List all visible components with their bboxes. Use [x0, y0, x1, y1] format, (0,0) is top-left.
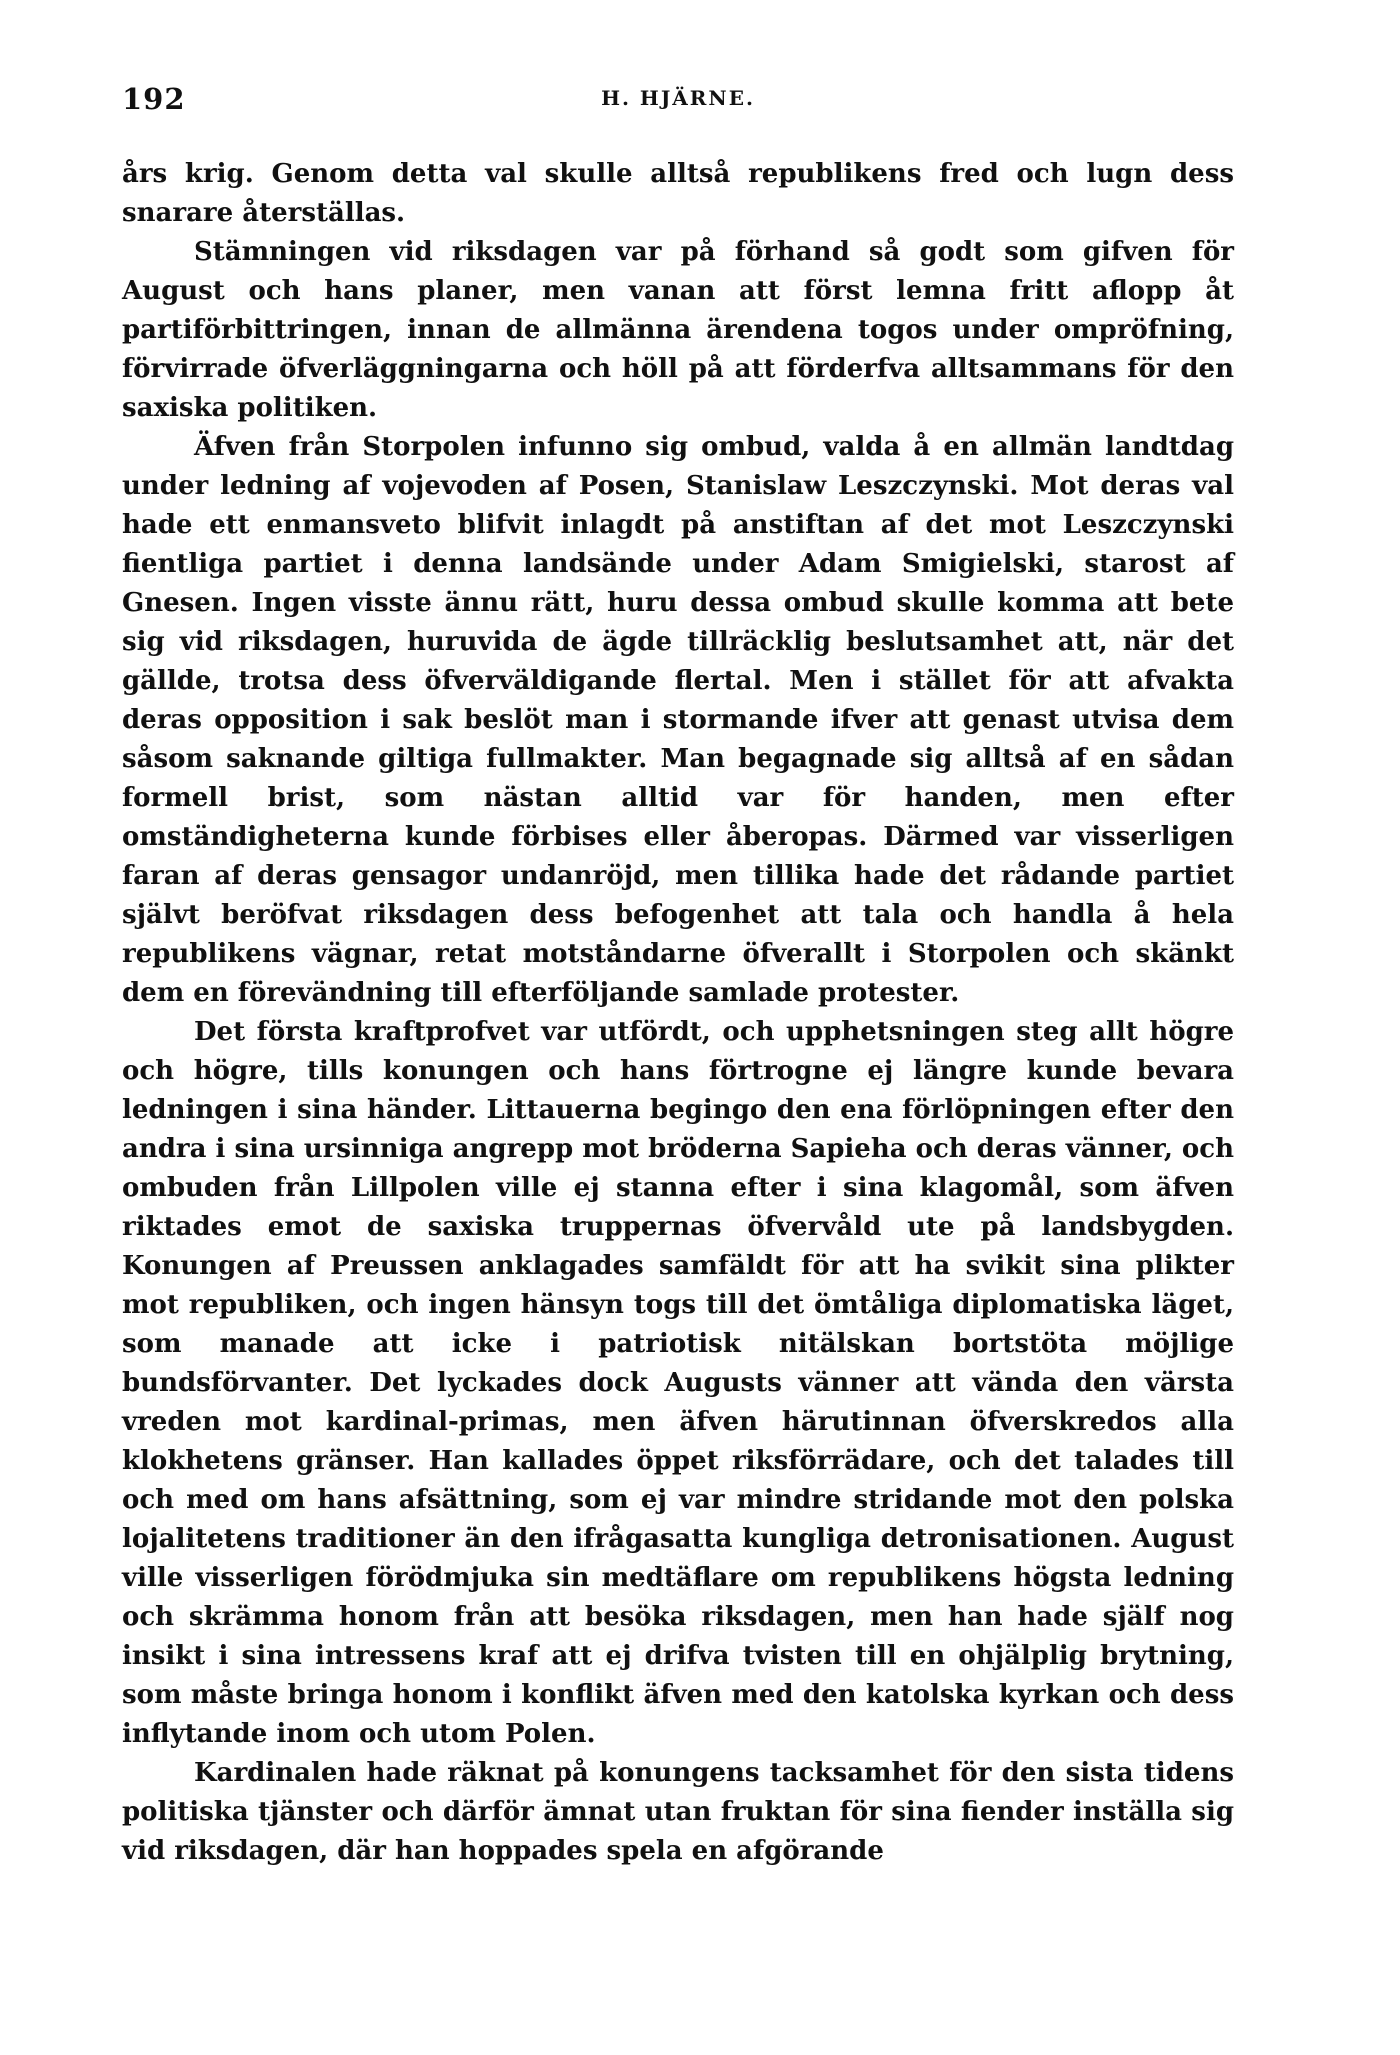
page-header: [122, 82, 1234, 122]
running-head: H. HJÄRNE.: [601, 86, 755, 110]
page-number: 192: [122, 82, 186, 116]
paragraph: Äfven från Storpolen infunno sig ombud, valda å en allmän landtdag under ledning af vojevoden af Posen, Stanislaw Leszczynski. Mot deras val hade ett enmansveto blifvit inlagdt på anstiftan af det mot Leszczynski fientliga partiet i denna landsände under Adam Smigielski, starost af Gnesen. Ingen visste ännu rätt, huru dessa ombud skulle komma att bete sig vid riksdagen, huruvida de ägde tillräcklig beslutsamhet att, när det gällde, trotsa dess öfverväldigande flertal. Men i stället för att afvakta deras opposition i sak beslöt man i stormande ifver att genast utvisa dem såsom saknande giltiga fullmakter. Man begagnade sig alltså af en sådan formell brist, som nästan alltid var för handen, men efter omständigheterna kunde förbises eller åberopas. Därmed var visserligen faran af deras gensagor undanröjd, men tillika hade det rådande partiet självt beröfvat riksdagen dess befogenhet att tala och handla å hela republikens vägnar, retat motståndarne öfverallt i Storpolen och skänkt dem en förevändning till efterföljande samlade protester.: [122, 432, 1234, 1008]
paragraph: Kardinalen hade räknat på konungens tacksamhet för den sista tidens politiska tjänster och därför ämnat utan fruktan för sina fiender inställa sig vid riksdagen, där han hoppades spela en afgörande: [122, 1758, 1234, 1866]
paragraph: Stämningen vid riksdagen var på förhand så godt som gifven för August och hans planer, men vanan att först lemna fritt aflopp åt partiförbittringen, innan de allmänna ärendena togos under ompröfning, förvirrade öfverläggningarna och höll på att förderfva alltsammans för den saxiska politiken.: [122, 237, 1234, 423]
body-text: [122, 155, 1234, 1871]
paragraph: Det första kraftprofvet var utfördt, och upphetsningen steg allt högre och högre, tills konungen och hans förtrogne ej längre kunde bevara ledningen i sina händer. Littauerna begingo den ena förlöpningen efter den andra i sina ursinniga angrepp mot bröderna Sapieha och deras vänner, och ombuden från Lillpolen ville ej stanna efter i sina klagomål, som äfven riktades emot de saxiska truppernas öfvervåld ute på landsbygden. Konungen af Preussen anklagades samfäldt för att ha svikit sina plikter mot republiken, och ingen hänsyn togs till det ömtåliga diplomatiska läget, som manade att icke i patriotisk nitälskan bortstöta möjlige bundsförvanter. Det lyckades dock Augusts vänner att vända den värsta vreden mot kardinal-primas, men äfven härutinnan öfverskredos alla klokhetens gränser. Han kallades öppet riksförrädare, och det talades till och med om hans afsättning, som ej var mindre stridande mot den polska lojalitetens traditioner än den ifrågasatta kungliga detronisationen. August ville visserligen förödmjuka sin medtäflare om republikens högsta ledning och skrämma honom från att besöka riksdagen, men han hade själf nog insikt i sina intressens kraf att ej drifva tvisten till en ohjälplig brytning, som måste bringa honom i konflikt äfven med den katolska kyrkan och dess inflytande inom och utom Polen.: [122, 1017, 1234, 1749]
paragraph: års krig. Genom detta val skulle alltså republikens fred och lugn dess snarare återställas.: [122, 159, 1234, 228]
